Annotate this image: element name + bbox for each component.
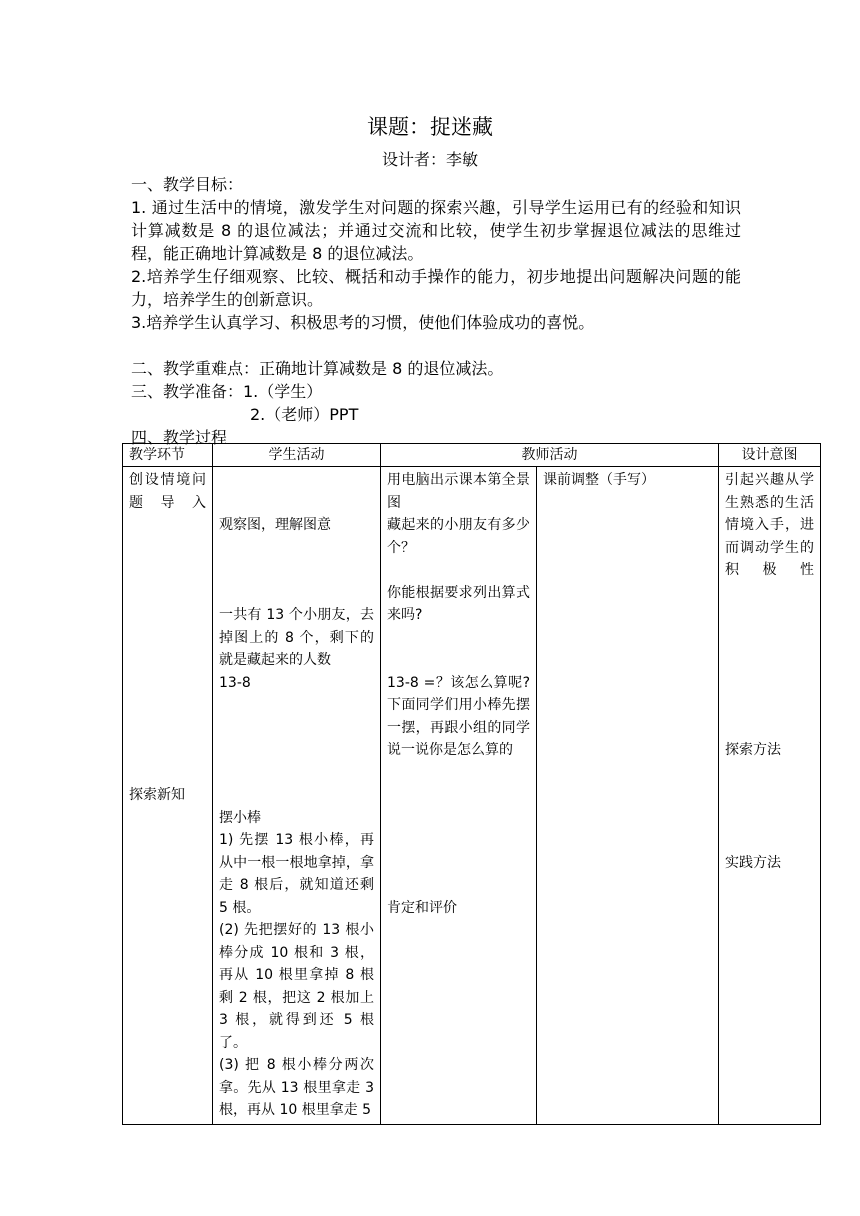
student-method-1: 1) 先摆 13 根小棒，再从中一根一根地拿掉，拿走 8 根后，就知道还剩 5 根。 bbox=[219, 832, 374, 916]
teacher-activity-cell bbox=[381, 467, 537, 1125]
student-observe: 观察图，理解图意 bbox=[219, 517, 331, 533]
teacher-feedback: 肯定和评价 bbox=[387, 899, 457, 916]
objectives-heading: 一、教学目标： bbox=[131, 175, 244, 194]
teacher-question-1: 藏起来的小朋友有多少个？ bbox=[387, 517, 530, 556]
designer-line: 设计者：李敏 bbox=[381, 150, 478, 169]
student-reasoning: 一共有 13 个小朋友，去掉图上的 8 个，剩下的就是藏起来的人数 bbox=[219, 607, 374, 668]
objective-2: 2.培养学生仔细观察、比较、概括和动手操作的能力，初步地提出问题解决问题的能力，培养学生的创新意识。 bbox=[131, 267, 741, 309]
table-header-row bbox=[123, 444, 821, 467]
lesson-title: 课题：捉迷藏 bbox=[367, 115, 493, 139]
key-points: 二、教学重难点：正确地计算减数是 8 的退位减法。 bbox=[131, 359, 504, 378]
design-intent-cell bbox=[719, 467, 821, 1125]
student-sticks-title: 摆小棒 bbox=[219, 809, 261, 826]
student-method-2: (2) 先把摆好的 13 根小棒分成 10 根和 3 根，再从 10 根里拿掉 8 根剩 2 根，把这 2 根加上 3 根，就得到还 5 根了。 bbox=[219, 922, 374, 1051]
lesson-body bbox=[131, 173, 741, 449]
student-method-3: (3) 把 8 根小棒分两次拿。先从 13 根里拿走 3 根，再从 10 根里拿走 5 bbox=[219, 1057, 374, 1118]
teacher-show-picture: 用电脑出示课本第全景图 bbox=[387, 472, 530, 511]
header-teacher-activity: 教师活动 bbox=[381, 444, 719, 467]
intent-practice: 实践方法 bbox=[725, 854, 781, 871]
blank-line bbox=[131, 334, 741, 357]
teacher-question-2: 你能根据要求列出算式来吗? bbox=[387, 584, 530, 623]
student-expression: 13-8 bbox=[219, 674, 251, 691]
teaching-process-table bbox=[122, 443, 821, 1125]
objective-3: 3.培养学生认真学习、积极思考的习惯，使他们体验成功的喜悦。 bbox=[131, 313, 595, 332]
student-activity-cell bbox=[213, 467, 381, 1125]
header-student-activity: 学生活动 bbox=[213, 444, 381, 467]
stage-cell bbox=[123, 467, 213, 1125]
intent-explore: 探索方法 bbox=[725, 742, 781, 758]
intent-interest: 引起兴趣从学生熟悉的生活情境入手，进而调动学生的积极性 bbox=[725, 472, 814, 578]
teacher-note-cell bbox=[537, 467, 719, 1125]
preparation-teacher: 2.（老师）PPT bbox=[250, 405, 359, 424]
header-design-intent: 设计意图 bbox=[719, 444, 821, 467]
stage-intro: 创设情境问题导入 bbox=[129, 472, 206, 511]
header-stage: 教学环节 bbox=[123, 444, 213, 467]
handwritten-adjustment: 课前调整（手写） bbox=[543, 472, 655, 488]
teacher-question-3: 13-8 =？该怎么算呢?下面同学们用小棒先摆一摆，再跟小组的同学说一说你是怎么算的 bbox=[387, 674, 530, 758]
preparation-student: 三、教学准备：1.（学生） bbox=[131, 382, 323, 401]
stage-explore: 探索新知 bbox=[129, 787, 185, 803]
objective-1: 1. 通过生活中的情境，激发学生对问题的探索兴趣，引导学生运用已有的经验和知识计算减数是 8 的退位减法；并通过交流和比较，使学生初步掌握退位减法的思维过程，能正确地计算减数是 8 的退位减法。 bbox=[131, 198, 741, 263]
process-heading: 四、教学过程 bbox=[131, 428, 228, 447]
table-row bbox=[123, 467, 821, 1125]
